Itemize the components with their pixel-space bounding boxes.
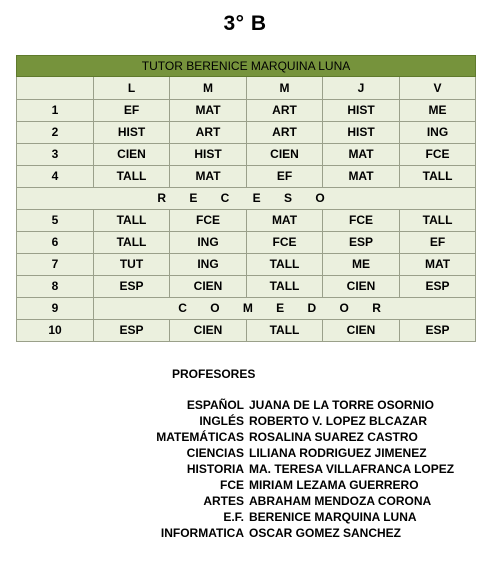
teacher-subject: FCE: [220, 478, 244, 492]
subject-cell: TALL: [94, 210, 170, 232]
teacher-name: OSCAR GOMEZ SANCHEZ: [249, 526, 402, 540]
period-number: 3: [17, 144, 94, 166]
subject-cell: ESP: [400, 320, 476, 342]
subject-cell: ME: [400, 100, 476, 122]
teacher-subject: INGLÉS: [199, 414, 244, 428]
subject-cell: ESP: [400, 276, 476, 298]
break-row: [17, 298, 476, 320]
subject-cell: TALL: [94, 232, 170, 254]
subject-cell: FCE: [400, 144, 476, 166]
subject-cell: EF: [94, 100, 170, 122]
subject-cell: MAT: [247, 210, 323, 232]
subject-cell: ART: [170, 122, 247, 144]
teacher-name: MA. TERESA VILLAFRANCA LOPEZ: [249, 462, 455, 476]
day-header: L: [94, 77, 170, 100]
tutor-label: TUTOR BERENICE MARQUINA LUNA: [17, 56, 476, 77]
teacher-row: [0, 413, 504, 429]
subject-cell: MAT: [170, 166, 247, 188]
teacher-subject: HISTORIA: [186, 462, 244, 476]
subject-cell: ME: [323, 254, 400, 276]
subject-cell: CIEN: [94, 144, 170, 166]
period-number: 4: [17, 166, 94, 188]
subject-cell: HIST: [170, 144, 247, 166]
subject-cell: EF: [247, 166, 323, 188]
teacher-row: [0, 509, 504, 525]
subject-cell: HIST: [94, 122, 170, 144]
teacher-name: BERENICE MARQUINA LUNA: [249, 510, 417, 524]
schedule-row: [17, 166, 476, 188]
day-header-row: [17, 77, 476, 100]
schedule-row: [17, 122, 476, 144]
subject-cell: TALL: [400, 166, 476, 188]
period-number: 2: [17, 122, 94, 144]
subject-cell: CIEN: [170, 276, 247, 298]
teacher-subject: CIENCIAS: [186, 446, 244, 460]
schedule-row: [17, 210, 476, 232]
subject-cell: TALL: [247, 254, 323, 276]
schedule-row: [17, 254, 476, 276]
teacher-name: MIRIAM LEZAMA GUERRERO: [249, 478, 419, 492]
subject-cell: ART: [247, 100, 323, 122]
teacher-row: [0, 525, 504, 541]
teacher-row: [0, 429, 504, 445]
period-number: 5: [17, 210, 94, 232]
subject-cell: TALL: [400, 210, 476, 232]
subject-cell: HIST: [323, 100, 400, 122]
teacher-row: [0, 461, 504, 477]
subject-cell: TALL: [247, 276, 323, 298]
schedule-row: [17, 144, 476, 166]
teacher-subject: ESPAÑOL: [186, 398, 244, 412]
subject-cell: CIEN: [170, 320, 247, 342]
teacher-name: JUANA DE LA TORRE OSORNIO: [249, 398, 434, 412]
teacher-subject: ARTES: [203, 494, 244, 508]
schedule-row: [17, 232, 476, 254]
teacher-row: [0, 397, 504, 413]
teacher-name: ABRAHAM MENDOZA CORONA: [249, 494, 432, 508]
subject-cell: FCE: [170, 210, 247, 232]
schedule-row: [17, 276, 476, 298]
day-header: M: [170, 77, 247, 100]
teacher-subject: MATEMÁTICAS: [156, 430, 244, 444]
day-header: V: [400, 77, 476, 100]
subject-cell: ART: [247, 122, 323, 144]
subject-cell: TUT: [94, 254, 170, 276]
subject-cell: FCE: [323, 210, 400, 232]
teacher-name: ROSALINA SUAREZ CASTRO: [249, 430, 418, 444]
teacher-row: [0, 477, 504, 493]
schedule-row: [17, 100, 476, 122]
subject-cell: ING: [170, 254, 247, 276]
period-number: 7: [17, 254, 94, 276]
subject-cell: ESP: [323, 232, 400, 254]
period-number: 9: [17, 298, 94, 320]
period-number: 10: [17, 320, 94, 342]
day-header: M: [247, 77, 323, 100]
subject-cell: MAT: [323, 144, 400, 166]
subject-cell: TALL: [247, 320, 323, 342]
header-corner-cell: [17, 77, 94, 100]
schedule-table: [16, 55, 476, 342]
subject-cell: ESP: [94, 320, 170, 342]
subject-cell: MAT: [400, 254, 476, 276]
teacher-subject: E.F.: [223, 510, 244, 524]
subject-cell: EF: [400, 232, 476, 254]
subject-cell: ING: [170, 232, 247, 254]
tutor-row: [17, 56, 476, 77]
subject-cell: HIST: [323, 122, 400, 144]
subject-cell: CIEN: [323, 320, 400, 342]
subject-cell: TALL: [94, 166, 170, 188]
teacher-name: ROBERTO V. LOPEZ BLCAZAR: [249, 414, 428, 428]
break-label: C O M E D O R: [94, 298, 476, 320]
period-number: 6: [17, 232, 94, 254]
subject-cell: MAT: [170, 100, 247, 122]
break-label: R E C E S O: [17, 188, 476, 210]
teacher-name: LILIANA RODRIGUEZ JIMENEZ: [249, 446, 427, 460]
subject-cell: CIEN: [247, 144, 323, 166]
page-title: 3° B: [223, 12, 267, 35]
teachers-list: [0, 397, 504, 541]
teacher-row: [0, 493, 504, 509]
subject-cell: CIEN: [323, 276, 400, 298]
teacher-subject: INFORMATICA: [160, 526, 244, 540]
subject-cell: ING: [400, 122, 476, 144]
period-number: 1: [17, 100, 94, 122]
schedule-row: [17, 320, 476, 342]
teachers-heading: PROFESORES: [172, 367, 256, 381]
break-row: [17, 188, 476, 210]
subject-cell: ESP: [94, 276, 170, 298]
teacher-row: [0, 445, 504, 461]
subject-cell: FCE: [247, 232, 323, 254]
day-header: J: [323, 77, 400, 100]
period-number: 8: [17, 276, 94, 298]
subject-cell: MAT: [323, 166, 400, 188]
